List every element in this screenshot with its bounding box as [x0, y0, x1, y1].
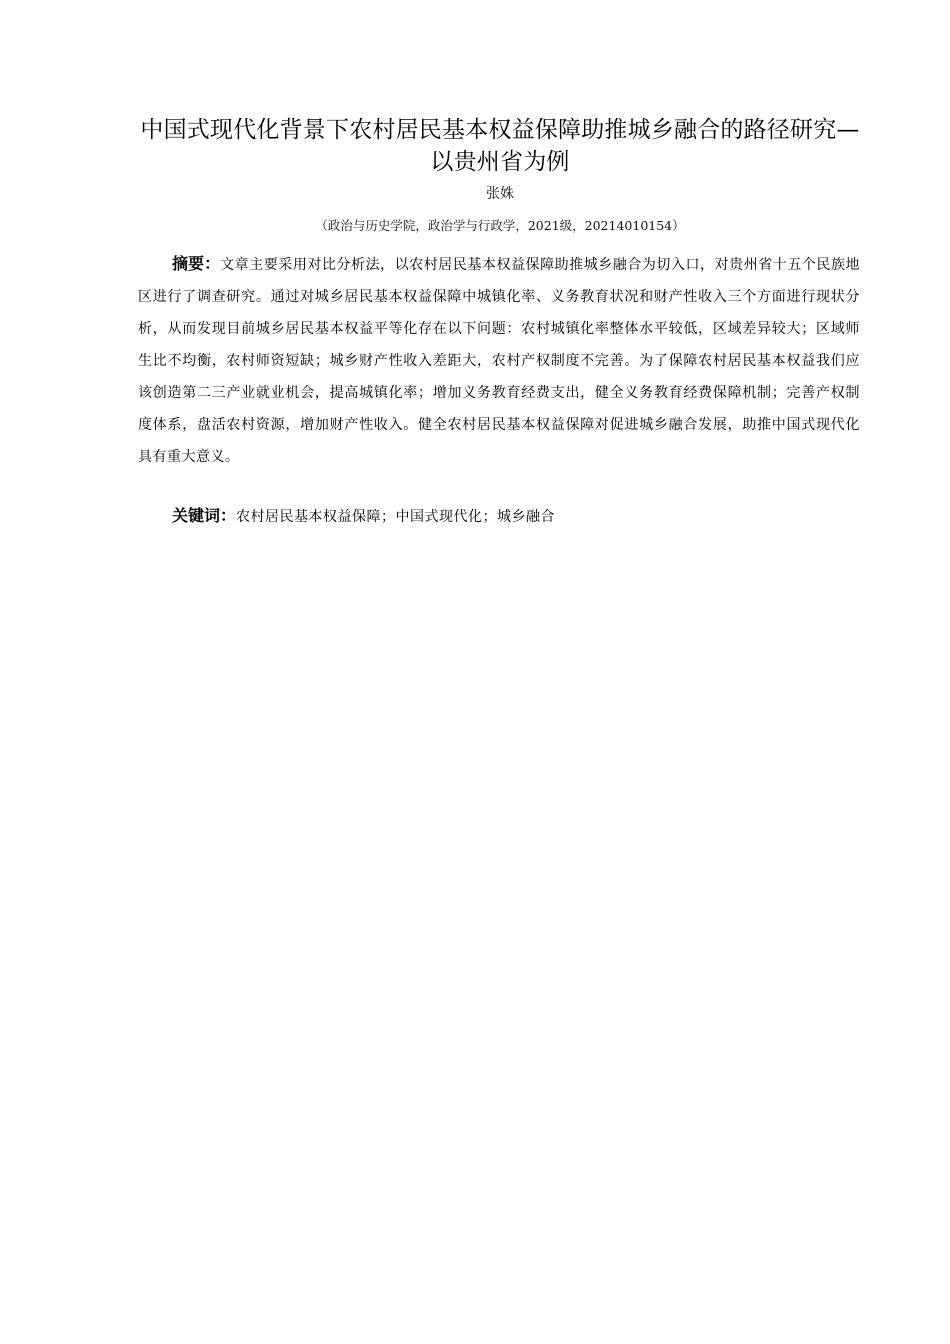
keywords-label: 关键词： — [172, 506, 237, 525]
abstract-paragraph — [138, 248, 860, 473]
author-name: 张姝 — [486, 186, 514, 202]
keywords-text: 农村居民基本权益保障；中国式现代化；城乡融合 — [236, 509, 556, 525]
author-affiliation: （政治与历史学院，政治学与行政学，2021级，20214010154） — [315, 218, 685, 233]
abstract-text: 文章主要采用对比分析法，以农村居民基本权益保障助推城乡融合为切入口，对贵州省十五个民族地区进行了调查研究。通过对城乡居民基本权益保障中城镇化率、义务教育状况和财产性收入三个方面进行现状分析，从而发现目前城乡居民基本权益平等化存在以下问题：农村城镇化率整体水平较低，区域差异较大；区域师生比不均衡，农村师资短缺；城乡财产性收入差距大，农村产权制度不完善。为了保障农村居民基本权益我们应该创造第二三产业就业机会，提高城镇化率；增加义务教育经费支出，健全义务教育经费保障机制；完善产权制度体系，盘活农村资源，增加财产性收入。健全农村居民基本权益保障对促进城乡融合发展，助推中国式现代化具有重大意义。 — [138, 257, 860, 465]
abstract-label: 摘要： — [172, 254, 221, 273]
keywords-line — [172, 500, 860, 533]
paper-title: 中国式现代化背景下农村居民基本权益保障助推城乡融合的路径研究—以贵州省为例 — [140, 117, 860, 175]
